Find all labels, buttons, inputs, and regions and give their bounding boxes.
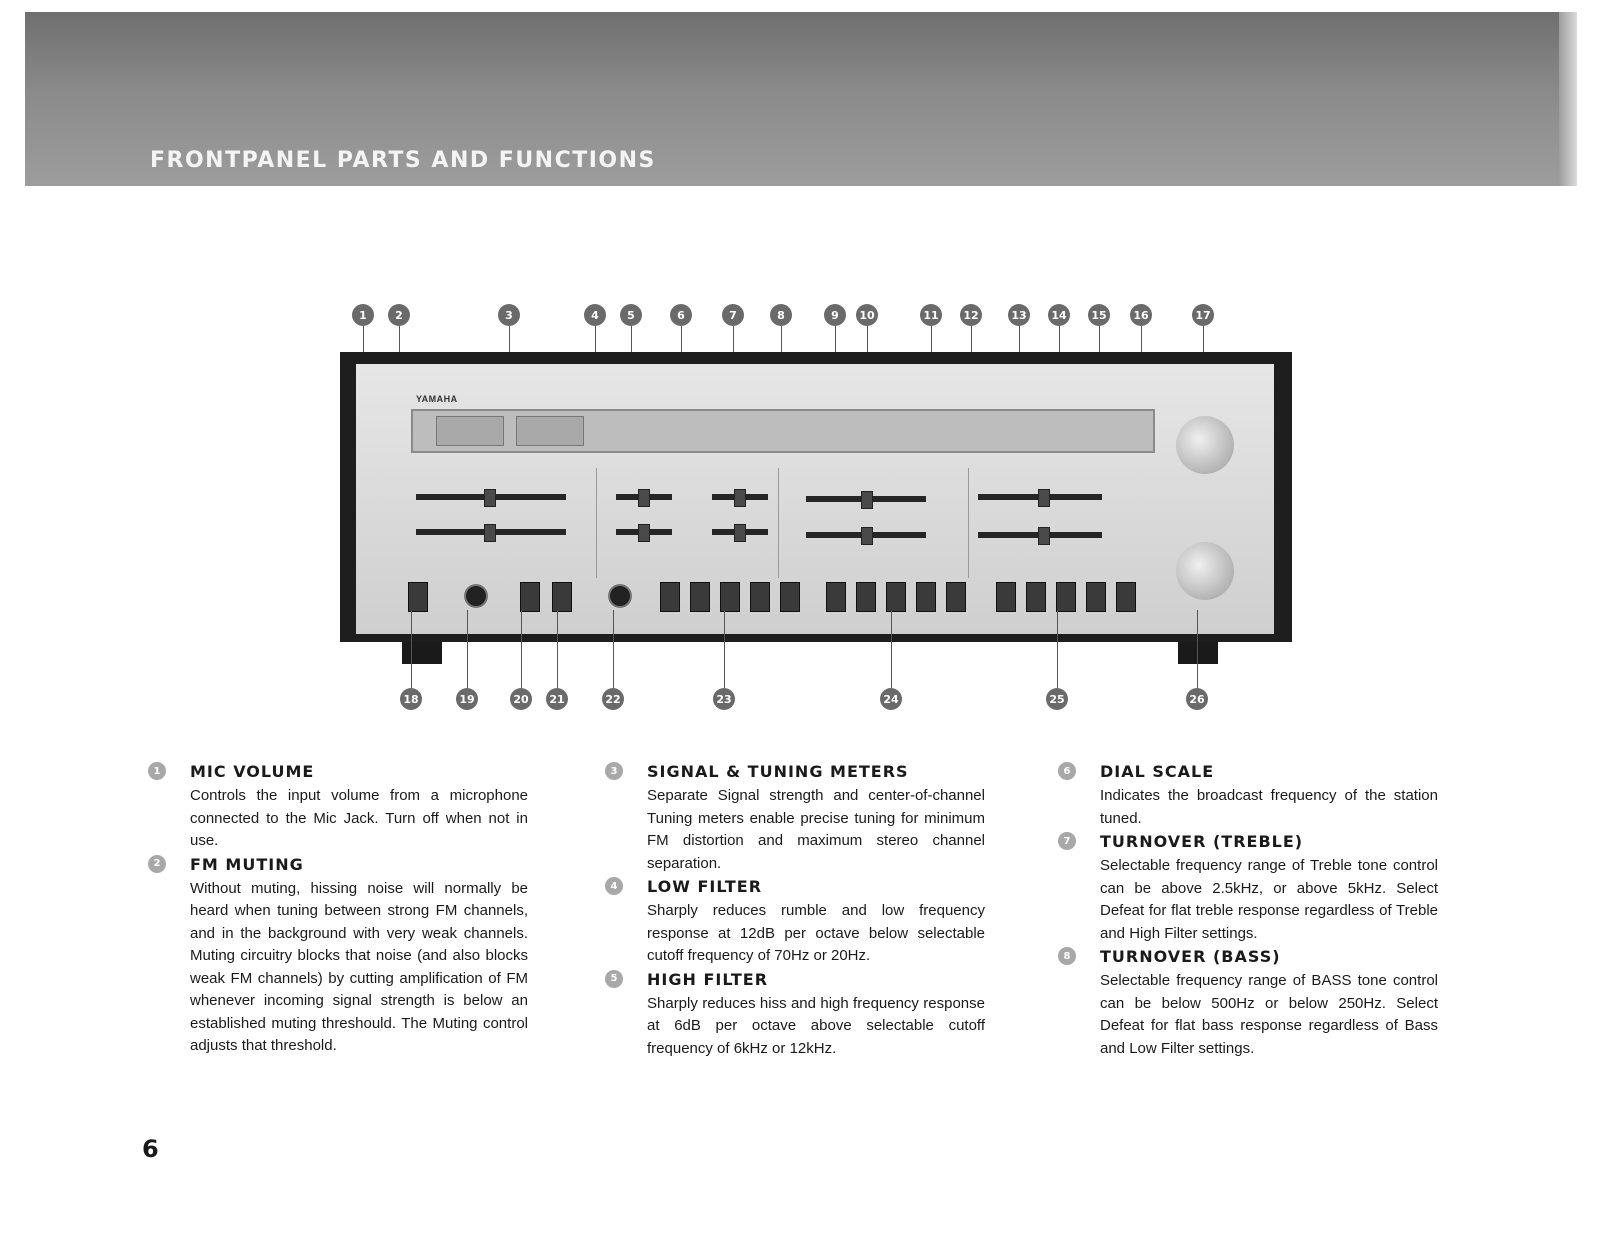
callout-24: 24 <box>880 688 902 710</box>
callout-14: 14 <box>1048 304 1070 326</box>
leader-line <box>613 610 614 688</box>
callout-5: 5 <box>620 304 642 326</box>
callout-11: 11 <box>920 304 942 326</box>
callout-23: 23 <box>713 688 735 710</box>
mode-button <box>720 582 740 612</box>
text-column-1 <box>148 762 528 1060</box>
callout-2: 2 <box>388 304 410 326</box>
brand-logo: YAMAHA <box>416 394 458 404</box>
callout-25: 25 <box>1046 688 1068 710</box>
text-column-2 <box>605 762 985 1062</box>
slider-knob <box>861 491 873 509</box>
entry-fm-muting <box>148 855 528 1058</box>
callout-6: 6 <box>670 304 692 326</box>
entry-high-filter <box>605 970 985 1061</box>
item-number: 4 <box>605 877 623 895</box>
panel-divider <box>778 468 779 578</box>
callout-26: 26 <box>1186 688 1208 710</box>
entry-mic-volume <box>148 762 528 853</box>
item-number: 1 <box>148 762 166 780</box>
item-number: 5 <box>605 970 623 988</box>
slider-knob <box>1038 527 1050 545</box>
callout-21: 21 <box>546 688 568 710</box>
slider-knob <box>1038 489 1050 507</box>
entry-title: LOW FILTER <box>647 877 763 896</box>
leader-line <box>411 610 412 688</box>
slider-knob <box>638 524 650 542</box>
speakers-b-switch <box>552 582 572 612</box>
callout-19: 19 <box>456 688 478 710</box>
item-number: 8 <box>1058 947 1076 965</box>
cabinet-foot <box>402 642 442 664</box>
speakers-a-switch <box>520 582 540 612</box>
entry-signal-tuning-meters <box>605 762 985 875</box>
function-button <box>1026 582 1046 612</box>
callout-22: 22 <box>602 688 624 710</box>
entry-title: TURNOVER (BASS) <box>1100 947 1281 966</box>
callout-9: 9 <box>824 304 846 326</box>
cabinet-foot <box>1178 642 1218 664</box>
signal-meter <box>436 416 504 446</box>
leader-line <box>891 610 892 688</box>
callout-18: 18 <box>400 688 422 710</box>
callout-4: 4 <box>584 304 606 326</box>
slider-knob <box>734 524 746 542</box>
leader-line <box>521 610 522 688</box>
item-number: 6 <box>1058 762 1076 780</box>
entry-body: Separate Signal strength and center-of-channel Tuning meters enable precise tuning for minimum FM distortion and maximum stereo channel separation. <box>647 787 985 872</box>
function-button <box>1116 582 1136 612</box>
text-column-3 <box>1058 762 1438 1062</box>
tape-button <box>826 582 846 612</box>
slider-knob <box>484 524 496 542</box>
receiver-faceplate <box>356 364 1274 634</box>
tape-button <box>946 582 966 612</box>
mode-button <box>690 582 710 612</box>
power-switch <box>408 582 428 612</box>
item-number: 2 <box>148 855 166 873</box>
mic-jack <box>608 584 632 608</box>
entry-body: Selectable frequency range of Treble tone control can be above 2.5kHz, or above 5kHz. Select Defeat for flat treble response regardless of Treble and High Filter settings. <box>1100 857 1438 942</box>
tape-button <box>916 582 936 612</box>
tape-button <box>856 582 876 612</box>
function-button <box>996 582 1016 612</box>
leader-line <box>467 610 468 688</box>
receiver-cabinet <box>340 352 1292 642</box>
leader-line <box>1057 610 1058 688</box>
entry-turnover-bass <box>1058 947 1438 1060</box>
volume-knob <box>1176 542 1234 600</box>
callout-15: 15 <box>1088 304 1110 326</box>
entry-title: MIC VOLUME <box>190 762 315 781</box>
slider-knob <box>734 489 746 507</box>
callout-1: 1 <box>352 304 374 326</box>
callout-10: 10 <box>856 304 878 326</box>
tape-button <box>886 582 906 612</box>
entry-dial-scale <box>1058 762 1438 830</box>
entry-title: FM MUTING <box>190 854 304 874</box>
callout-20: 20 <box>510 688 532 710</box>
function-button <box>1086 582 1106 612</box>
item-number: 7 <box>1058 832 1076 850</box>
function-button <box>1056 582 1076 612</box>
entry-body: Sharply reduces rumble and low frequency response at 12dB per octave below selectable cutoff frequency of 70Hz or 20Hz. <box>647 902 985 964</box>
item-number: 3 <box>605 762 623 780</box>
entry-title: SIGNAL & TUNING METERS <box>647 762 909 781</box>
mode-button <box>750 582 770 612</box>
slider-knob <box>861 527 873 545</box>
callout-3: 3 <box>498 304 520 326</box>
entry-body: Sharply reduces hiss and high frequency response at 6dB per octave above selectable cutoff frequency of 6kHz or 12kHz. <box>647 994 985 1057</box>
panel-divider <box>968 468 969 578</box>
callout-16: 16 <box>1130 304 1152 326</box>
entry-title: TURNOVER (TREBLE) <box>1100 832 1304 851</box>
entry-body: Controls the input volume from a microphone connected to the Mic Jack. Turn off when not in use. <box>190 787 528 849</box>
entry-body: Indicates the broadcast frequency of the station tuned. <box>1100 787 1438 827</box>
phones-jack <box>464 584 488 608</box>
leader-line <box>1197 610 1198 688</box>
entry-turnover-treble <box>1058 832 1438 945</box>
panel-divider <box>596 468 597 578</box>
entry-body: Without muting, hissing noise will normally be heard when tuning between strong FM channels, and in the background with very weak channels. Muting circuitry blocks that noise (and also blocks weak FM channels) by cutting amplification of FM whenever incoming signal strength is below an established muting threshould. The Muting control adjusts that threshold. <box>190 879 528 1054</box>
slider-knob <box>638 489 650 507</box>
mode-button <box>780 582 800 612</box>
callout-13: 13 <box>1008 304 1030 326</box>
tuning-knob <box>1176 416 1234 474</box>
page-title: FRONTPANEL PARTS AND FUNCTIONS <box>150 148 656 173</box>
entry-title: DIAL SCALE <box>1100 762 1215 781</box>
callout-8: 8 <box>770 304 792 326</box>
mode-button <box>660 582 680 612</box>
leader-line <box>557 610 558 688</box>
leader-line <box>724 610 725 688</box>
entry-body: Selectable frequency range of BASS tone control can be below 500Hz or below 250Hz. Select Defeat for flat bass response regardless of Bass and Low Filter settings. <box>1100 972 1438 1057</box>
page-number: 6 <box>142 1135 159 1163</box>
entry-title: HIGH FILTER <box>647 969 769 989</box>
callout-7: 7 <box>722 304 744 326</box>
callout-12: 12 <box>960 304 982 326</box>
slider-knob <box>484 489 496 507</box>
tuning-meter <box>516 416 584 446</box>
callout-17: 17 <box>1192 304 1214 326</box>
receiver-figure <box>340 300 1300 730</box>
entry-low-filter <box>605 877 985 968</box>
